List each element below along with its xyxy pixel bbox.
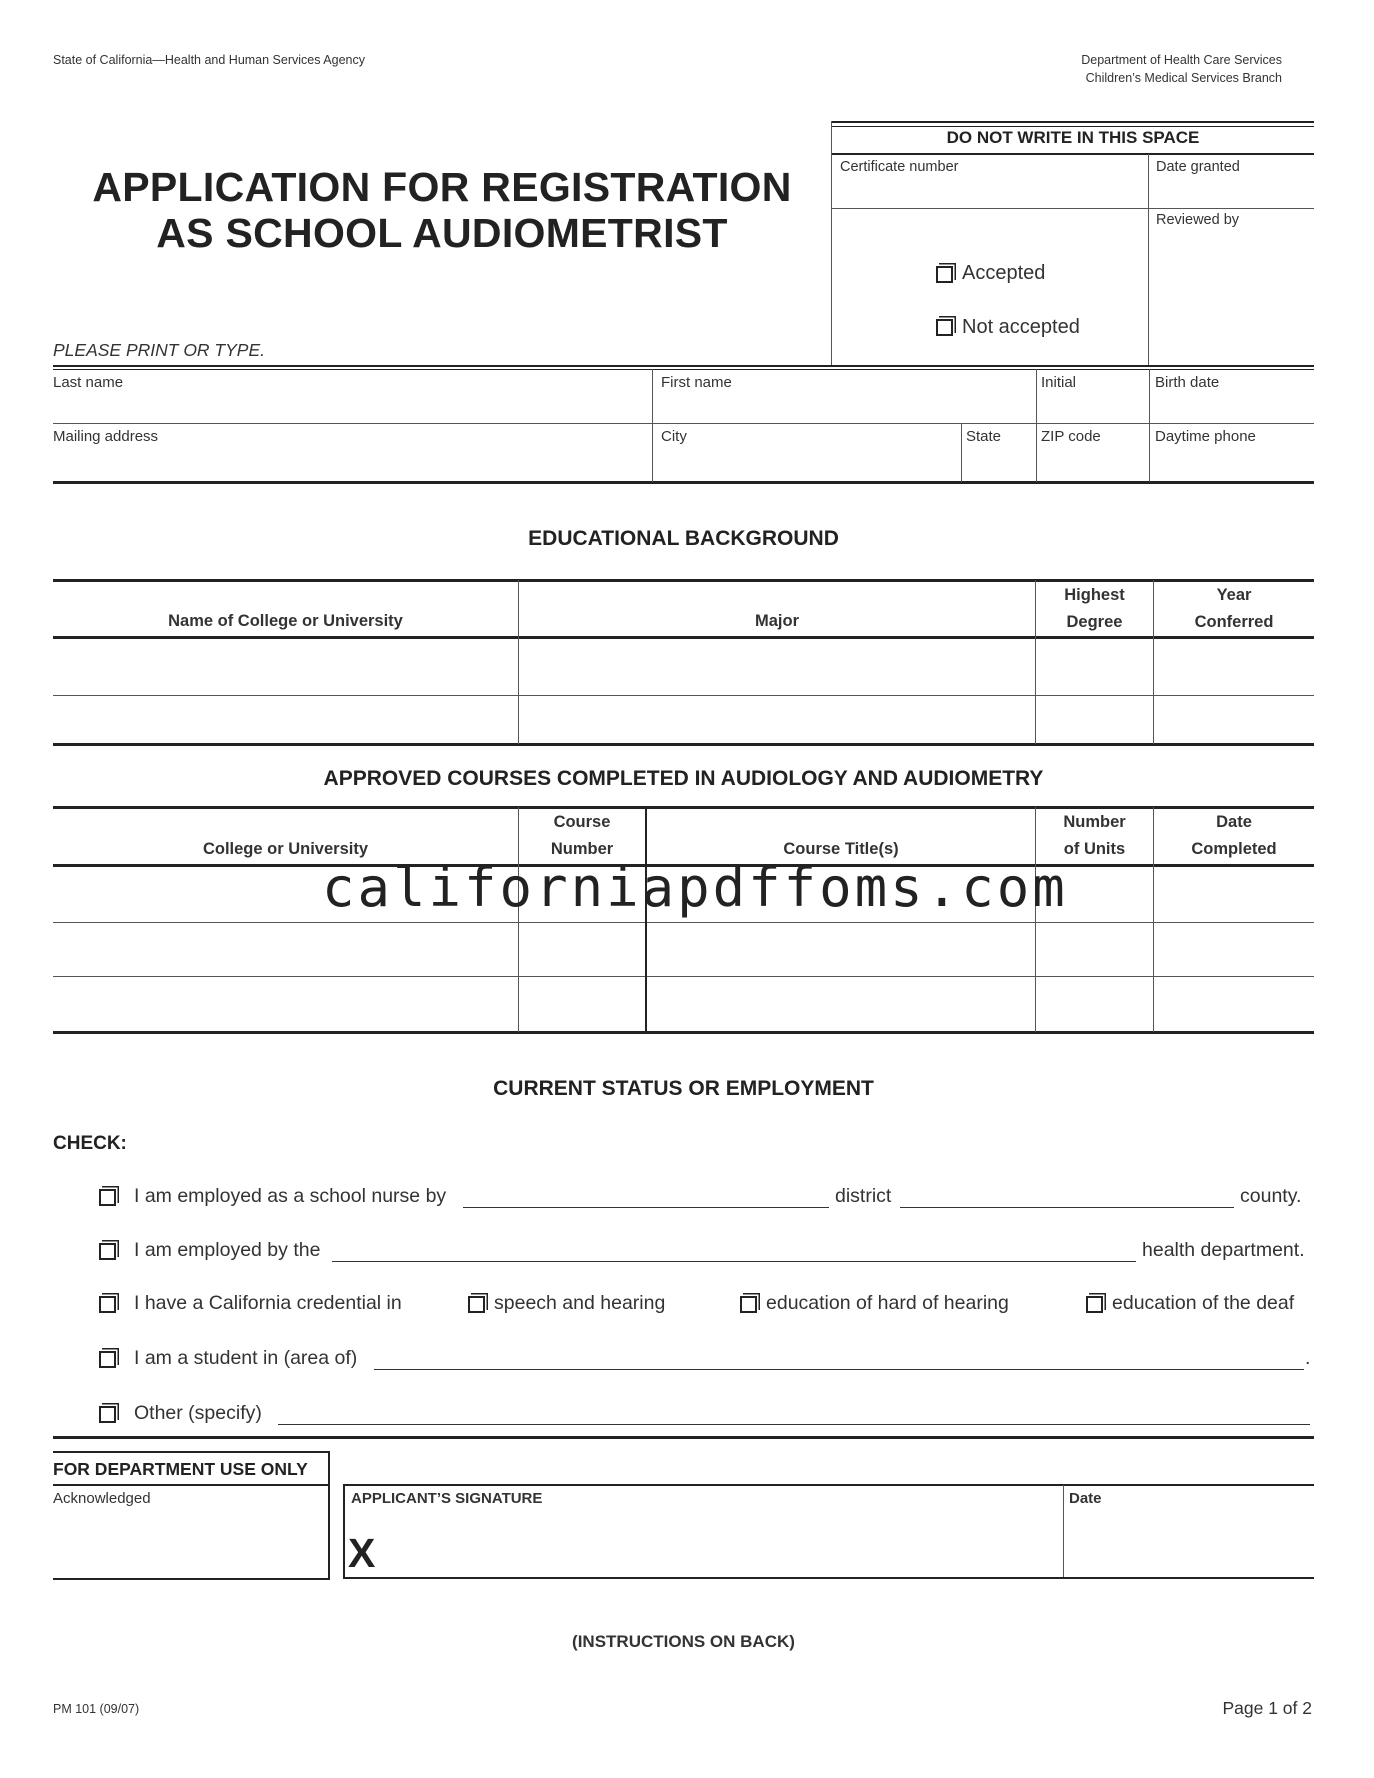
courses-heading: APPROVED COURSES COMPLETED IN AUDIOLOGY AND AUDIOMETRY xyxy=(323,767,1044,790)
school-nurse-district-field[interactable] xyxy=(463,1207,829,1208)
units-header-line1: Number xyxy=(1063,813,1126,831)
school-nurse-text: I am employed as a school nurse by xyxy=(134,1185,447,1207)
course-college-header: College or University xyxy=(202,840,369,858)
birth-date-label: Birth date xyxy=(1155,374,1220,391)
signature-date-field[interactable] xyxy=(1069,1512,1309,1572)
other-specify-field[interactable] xyxy=(278,1424,1310,1425)
highest-degree-header-line2: Degree xyxy=(1066,613,1123,631)
highest-degree-header xyxy=(1036,582,1153,636)
department-use-heading: FOR DEPARTMENT USE ONLY xyxy=(53,1459,308,1479)
state-label: State xyxy=(966,428,1002,445)
department-name: Department of Health Care Services xyxy=(1081,53,1282,67)
acknowledged-label: Acknowledged xyxy=(53,1490,151,1507)
not-accepted-label: Not accepted xyxy=(962,316,1080,338)
agency-name: State of California—Health and Human Services Agency xyxy=(53,53,365,67)
course-number-header xyxy=(519,809,645,863)
course-number-header-line2: Number xyxy=(550,840,614,858)
certificate-number-label: Certificate number xyxy=(840,159,959,175)
initial-label: Initial xyxy=(1041,374,1077,391)
health-department-suffix: health department. xyxy=(1142,1239,1305,1261)
student-text: I am a student in (area of) xyxy=(134,1347,358,1369)
city-label: City xyxy=(661,428,687,445)
status-heading: CURRENT STATUS OR EMPLOYMENT xyxy=(493,1077,874,1100)
accepted-label: Accepted xyxy=(962,262,1046,284)
watermark-text: californiapdffoms.com xyxy=(322,856,1068,919)
check-label: CHECK: xyxy=(53,1133,127,1154)
last-name-label: Last name xyxy=(53,374,124,391)
highest-degree-header-line1: Highest xyxy=(1064,586,1125,604)
education-heading: EDUCATIONAL BACKGROUND xyxy=(528,527,839,550)
deaf-education-label: education of the deaf xyxy=(1112,1292,1295,1314)
accepted-checkbox[interactable] xyxy=(936,266,953,283)
course-number-header-line1: Course xyxy=(553,813,611,831)
form-title-line1: APPLICATION FOR REGISTRATION xyxy=(92,164,792,210)
course-title-header: Course Title(s) xyxy=(783,840,899,858)
school-nurse-county-field[interactable] xyxy=(900,1207,1234,1208)
other-checkbox[interactable] xyxy=(99,1406,116,1423)
signature-field[interactable] xyxy=(348,1500,1056,1572)
year-conferred-header-line2: Conferred xyxy=(1194,613,1274,631)
mailing-address-label: Mailing address xyxy=(53,428,159,445)
year-conferred-header-line1: Year xyxy=(1216,586,1252,604)
speech-hearing-checkbox[interactable] xyxy=(468,1296,485,1313)
health-department-checkbox[interactable] xyxy=(99,1243,116,1260)
zip-code-label: ZIP code xyxy=(1041,428,1101,445)
daytime-phone-label: Daytime phone xyxy=(1155,428,1256,445)
hard-of-hearing-label: education of hard of hearing xyxy=(766,1292,1009,1314)
student-area-field[interactable] xyxy=(374,1369,1304,1370)
units-header-line2: of Units xyxy=(1063,840,1126,858)
speech-hearing-label: speech and hearing xyxy=(494,1292,666,1314)
page-number: Page 1 of 2 xyxy=(1222,1698,1312,1718)
college-column-header: Name of College or University xyxy=(168,612,403,630)
county-label: county. xyxy=(1240,1185,1302,1207)
first-name-label: First name xyxy=(661,374,732,391)
signature-date-label: Date xyxy=(1069,1490,1102,1507)
credential-text: I have a California credential in xyxy=(134,1292,402,1314)
signature-x-mark: X xyxy=(348,1530,376,1576)
branch-name: Children’s Medical Services Branch xyxy=(1085,71,1282,85)
student-period: . xyxy=(1305,1347,1311,1369)
date-completed-header-line1: Date xyxy=(1216,813,1252,831)
form-title-line2: AS SCHOOL AUDIOMETRIST xyxy=(156,210,728,256)
not-accepted-checkbox[interactable] xyxy=(936,319,953,336)
credential-checkbox[interactable] xyxy=(99,1296,116,1313)
school-nurse-checkbox[interactable] xyxy=(99,1189,116,1206)
form-id: PM 101 (09/07) xyxy=(53,1702,140,1716)
year-conferred-header xyxy=(1154,582,1314,636)
signature-label: APPLICANT’S SIGNATURE xyxy=(351,1490,543,1507)
hard-of-hearing-checkbox[interactable] xyxy=(740,1296,757,1313)
health-department-field[interactable] xyxy=(332,1261,1136,1262)
print-instruction: PLEASE PRINT OR TYPE. xyxy=(53,340,265,360)
units-header xyxy=(1036,809,1153,863)
district-label: district xyxy=(835,1185,892,1207)
deaf-education-checkbox[interactable] xyxy=(1086,1296,1103,1313)
form-title xyxy=(53,164,831,256)
major-column-header: Major xyxy=(754,612,799,630)
student-checkbox[interactable] xyxy=(99,1351,116,1368)
date-completed-header-line2: Completed xyxy=(1191,840,1277,858)
other-text: Other (specify) xyxy=(134,1402,262,1424)
date-granted-label: Date granted xyxy=(1156,159,1240,175)
reviewed-by-label: Reviewed by xyxy=(1156,212,1240,228)
instructions-note: (INSTRUCTIONS ON BACK) xyxy=(572,1632,795,1651)
office-use-heading: DO NOT WRITE IN THIS SPACE xyxy=(946,128,1200,147)
date-completed-header xyxy=(1154,809,1314,863)
health-department-text: I am employed by the xyxy=(134,1239,321,1261)
